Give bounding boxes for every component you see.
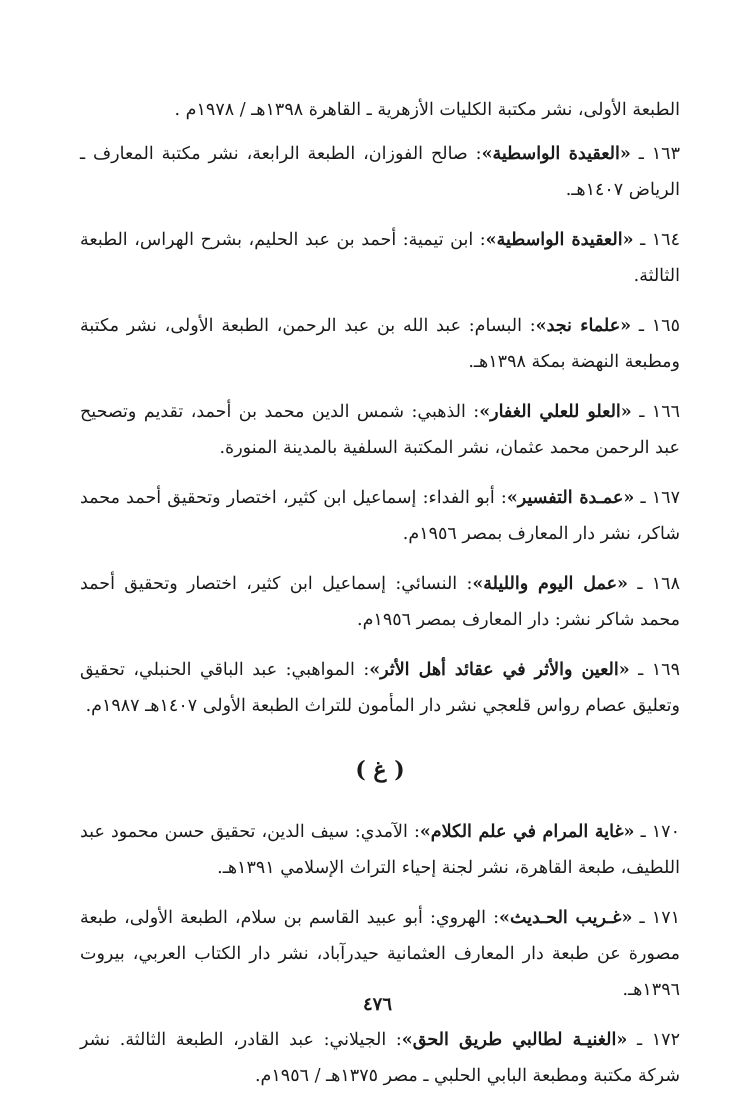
entry-number: ١٧٠ ـ bbox=[640, 822, 680, 842]
entry-title: «غاية المرام في علم الكلام» bbox=[419, 822, 635, 842]
entry-text: : صالح الفوزان، الطبعة الرابعة، نشر مكتبة المعارف ـ الرياض ١٤٠٧هـ. bbox=[80, 144, 680, 200]
entry-text: : الآمدي: سيف الدين، تحقيق حسن محمود عبد اللطيف، طبعة القاهرة، نشر لجنة إحياء التراث الإسلامي ١٣٩١هـ. bbox=[80, 822, 680, 878]
entry-number: ١٦٩ ـ bbox=[638, 660, 680, 680]
bibliography-entry-172 bbox=[80, 1022, 680, 1094]
entry-text: : البسام: عبد الله بن عبد الرحمن، الطبعة الأولى، نشر مكتبة ومطبعة النهضة بمكة ١٣٩٨هـ. bbox=[80, 316, 680, 372]
entry-number: ١٦٦ ـ bbox=[639, 402, 680, 422]
intro-line: الطبعة الأولى، نشر مكتبة الكليات الأزهرية ـ القاهرة ١٣٩٨هـ / ١٩٧٨م . bbox=[174, 100, 680, 120]
entry-number: ١٦٨ ـ bbox=[637, 574, 680, 594]
bibliography-entry-170 bbox=[80, 814, 680, 886]
entry-title: «العقيدة الواسطية» bbox=[481, 144, 631, 164]
bibliography-entry-166 bbox=[80, 394, 680, 466]
entry-number: ١٦٥ ـ bbox=[638, 316, 680, 336]
entry-text: : ابن تيمية: أحمد بن عبد الحليم، بشرح الهراس، الطبعة الثالثة. bbox=[80, 230, 680, 286]
entry-title: «العقيدة الواسطية» bbox=[485, 230, 634, 250]
entry-title: «الغنيـة لطالبي طريق الحق» bbox=[401, 1030, 628, 1050]
entry-number: ١٧٢ ـ bbox=[636, 1030, 680, 1050]
bibliography-entry-168 bbox=[80, 566, 680, 638]
entry-number: ١٦٧ ـ bbox=[640, 488, 680, 508]
document-page bbox=[80, 92, 680, 1108]
entry-text: : النسائي: إسماعيل ابن كثير، اختصار وتحقيق أحمد محمد شاكر نشر: دار المعارف بمصر ١٩٥٦م. bbox=[80, 574, 680, 630]
entry-title: «عمـدة التفسير» bbox=[506, 488, 635, 508]
bibliography-entry-171 bbox=[80, 900, 680, 1008]
bibliography-entry-167 bbox=[80, 480, 680, 552]
entry-title: «عمل اليوم والليلة» bbox=[472, 574, 628, 594]
bibliography-entry-165 bbox=[80, 308, 680, 380]
entry-title: «العين والأثر في عقائد أهل الأثر» bbox=[369, 660, 630, 680]
entry-number: ١٦٣ ـ bbox=[638, 144, 680, 164]
entry-text: : أبو الفداء: إسماعيل ابن كثير، اختصار وتحقيق أحمد محمد شاكر، نشر دار المعارف بمصر ١٩٥٦م. bbox=[80, 488, 680, 544]
bibliography-entry-164 bbox=[80, 222, 680, 294]
entry-text: : الجيلاني: عبد القادر، الطبعة الثالثة. نشر شركة مكتبة ومطبعة البابي الحلبي ـ مصر ١٣٧٥هـ / ١٩٥٦م. bbox=[80, 1030, 680, 1086]
entry-text: : الهروي: أبو عبيد القاسم بن سلام، الطبعة الأولى، طبعة مصورة عن طبعة دار المعارف العثمانية حيدرآباد، نشر دار الكتاب العربي، بيروت ١٣٩٦هـ. bbox=[80, 908, 680, 1000]
bibliography-entry-163 bbox=[80, 136, 680, 208]
entry-number: ١٧١ ـ bbox=[639, 908, 680, 928]
entry-number: ١٦٤ ـ bbox=[640, 230, 680, 250]
entry-text: : الذهبي: شمس الدين محمد بن أحمد، تقديم وتصحيح عبد الرحمن محمد عثمان، نشر المكتبة السلفية بالمدينة المنورة. bbox=[80, 402, 680, 458]
entry-text: : المواهبي: عبد الباقي الحنبلي، تحقيق وتعليق عصام رواس قلعجي نشر دار المأمون للتراث الطبعة الأولى ١٤٠٧هـ ١٩٨٧م. bbox=[80, 660, 680, 716]
entry-title: «علماء نجد» bbox=[535, 316, 632, 336]
entry-title: «العلو للعلي الغفار» bbox=[479, 402, 632, 422]
bibliography-entry-169 bbox=[80, 652, 680, 724]
page-number: ٤٧٦ bbox=[362, 994, 392, 1015]
entry-title: «غـريب الحـديث» bbox=[499, 908, 633, 928]
section-heading-ghain: ( غ ) bbox=[355, 757, 405, 783]
